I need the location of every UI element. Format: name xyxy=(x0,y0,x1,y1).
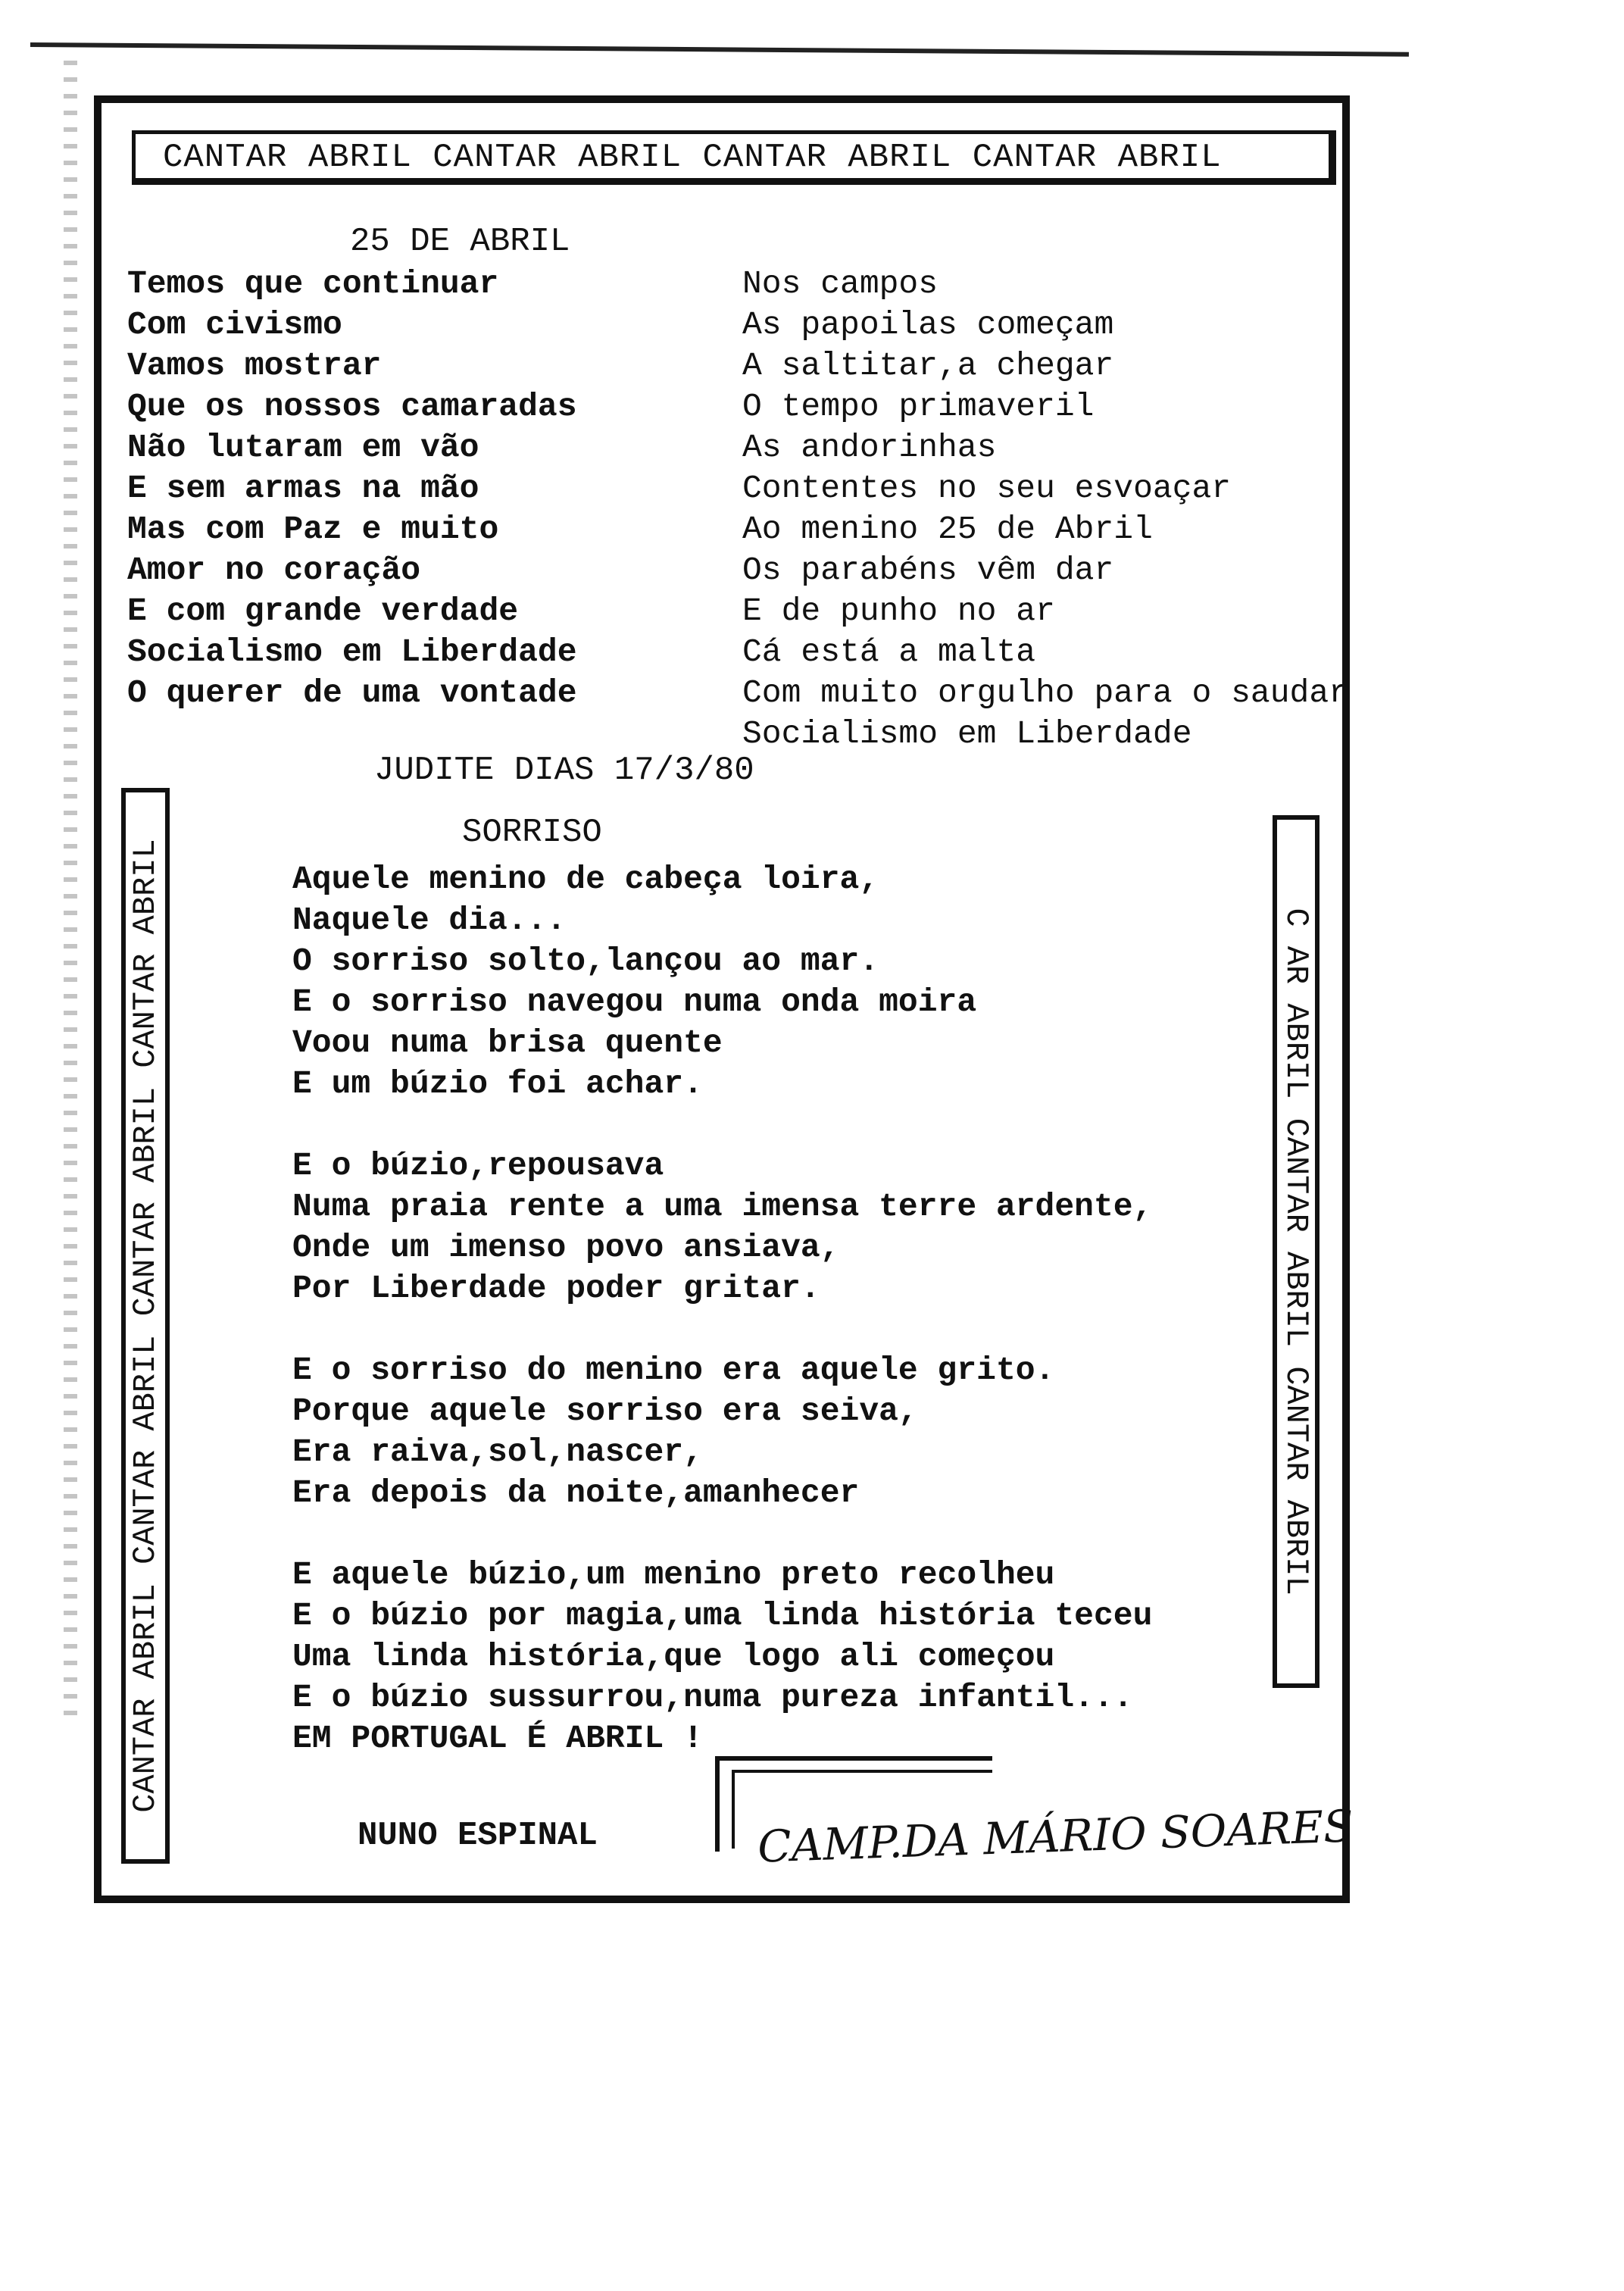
verse-line: Mas com Paz e muito xyxy=(127,511,499,548)
poem2-title: SORRISO xyxy=(462,814,602,852)
verse-line: Numa praia rente a uma imensa terre ardente, xyxy=(292,1188,1153,1225)
verse-line: E o búzio por magia,uma linda história teceu xyxy=(292,1597,1153,1634)
verse-line: E sem armas na mão xyxy=(127,470,479,507)
stanza xyxy=(292,1350,1152,1514)
verse-line: E o sorriso navegou numa onda moira xyxy=(292,983,977,1020)
verse-line: O sorriso solto,lançou ao mar. xyxy=(292,942,879,980)
side-banner-left xyxy=(121,788,170,1864)
verse-line: As andorinhas xyxy=(742,429,997,466)
poem1-author: JUDITE DIAS 17/3/80 xyxy=(374,752,754,789)
verse-line: Ao menino 25 de Abril xyxy=(742,511,1153,548)
verse-line: O tempo primaveril xyxy=(742,388,1095,425)
stanza xyxy=(292,1146,1152,1309)
verse-line: E com grande verdade xyxy=(127,592,519,630)
verse-line: Com civismo xyxy=(127,306,342,343)
verse-line: A saltitar,a chegar xyxy=(742,347,1114,384)
stanza xyxy=(292,1555,1152,1759)
verse-line: Era depois da noite,amanhecer xyxy=(292,1474,860,1511)
poem2-author: NUNO ESPINAL xyxy=(358,1817,598,1855)
side-banner-left-text: CANTAR ABRIL CANTAR ABRIL CANTAR ABRIL CANTAR ABRIL xyxy=(127,839,164,1813)
verse-line: Socialismo em Liberdade xyxy=(742,715,1192,752)
side-banner-right-text: C AR ABRIL CANTAR ABRIL CANTAR ABRIL xyxy=(1278,908,1314,1596)
verse-line: Era raiva,sol,nascer, xyxy=(292,1433,703,1471)
verse-line: EM PORTUGAL É ABRIL ! xyxy=(292,1720,703,1757)
verse-line: Amor no coração xyxy=(127,552,421,589)
verse-line: Com muito orgulho para o saudar xyxy=(742,674,1348,711)
verse-line: Os parabéns vêm dar xyxy=(742,552,1114,589)
top-rule xyxy=(30,42,1409,57)
verse-line: As papoilas começam xyxy=(742,306,1114,343)
verse-line: O querer de uma vontade xyxy=(127,674,577,711)
verse-line: Cá está a malta xyxy=(742,633,1036,670)
poem1-right-column xyxy=(742,264,1348,755)
verse-line: Não lutaram em vão xyxy=(127,429,479,466)
side-banner-right xyxy=(1273,815,1320,1688)
verse-line: Uma linda história,que logo ali começou xyxy=(292,1638,1055,1675)
verse-line: Nos campos xyxy=(742,265,938,302)
verse-line: Socialismo em Liberdade xyxy=(127,633,577,670)
poem1-title: 25 DE ABRIL xyxy=(350,223,570,261)
verse-line: Temos que continuar xyxy=(127,265,499,302)
handwritten-signature: CAMP.DA MÁRIO SOARES xyxy=(757,1800,1354,1873)
verse-line: E de punho no ar xyxy=(742,592,1055,630)
poem2-body xyxy=(292,859,1152,1800)
verse-line: Voou numa brisa quente xyxy=(292,1024,723,1061)
verse-line: Aquele menino de cabeça loira, xyxy=(292,861,879,898)
verse-line: Contentes no seu esvoaçar xyxy=(742,470,1232,507)
verse-line: Naquele dia... xyxy=(292,902,567,939)
poem1-left-column xyxy=(127,264,577,714)
verse-line: E o búzio,repousava xyxy=(292,1147,664,1184)
scan-edge-smudge xyxy=(64,61,77,1727)
verse-line: E aquele búzio,um menino preto recolheu xyxy=(292,1556,1055,1593)
verse-line: E o sorriso do menino era aquele grito. xyxy=(292,1352,1055,1389)
verse-line: Que os nossos camaradas xyxy=(127,388,577,425)
banner-header: CANTAR ABRIL CANTAR ABRIL CANTAR ABRIL CANTAR ABRIL xyxy=(132,130,1336,185)
verse-line: E um búzio foi achar. xyxy=(292,1065,703,1102)
verse-line: Por Liberdade poder gritar. xyxy=(292,1270,820,1307)
verse-line: Porque aquele sorriso era seiva, xyxy=(292,1392,918,1430)
verse-line: Onde um imenso povo ansiava, xyxy=(292,1229,840,1266)
verse-line: E o búzio sussurrou,numa pureza infantil... xyxy=(292,1679,1133,1716)
stanza xyxy=(292,859,1152,1105)
verse-line: Vamos mostrar xyxy=(127,347,382,384)
